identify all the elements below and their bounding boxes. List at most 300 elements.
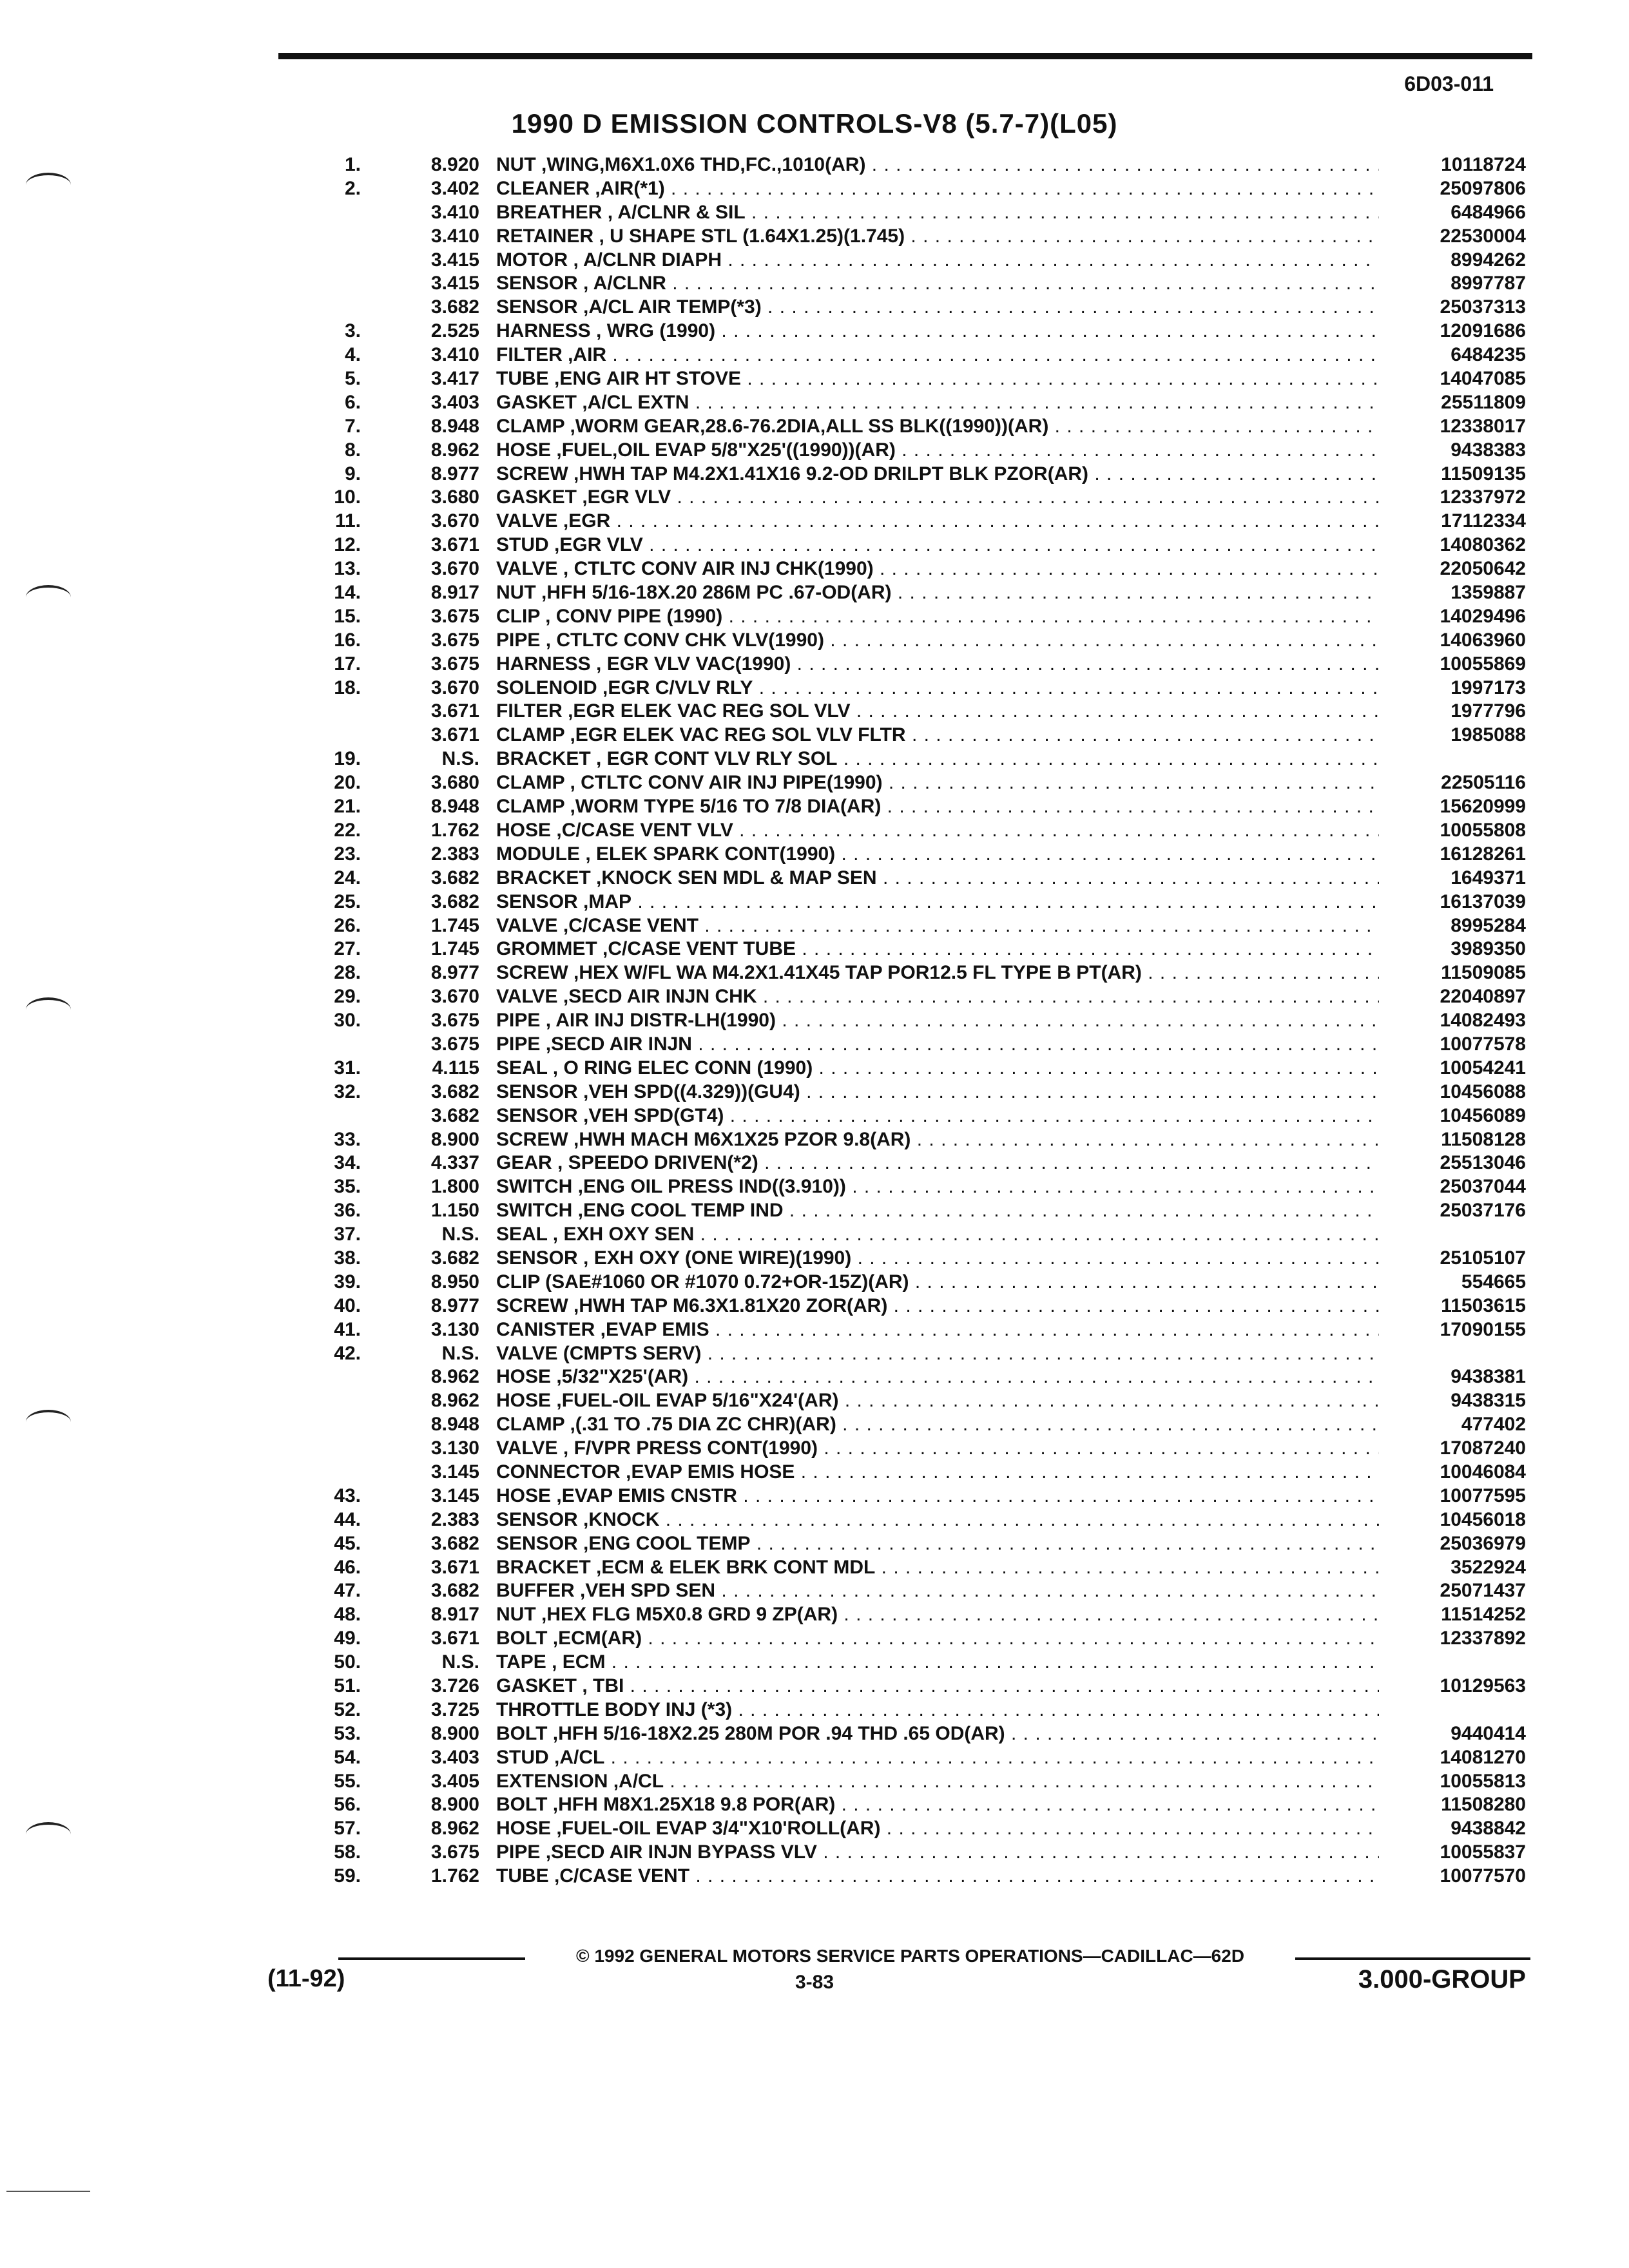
part-description: SEAL , O RING ELEC CONN (1990) . . . bbox=[496, 1057, 1379, 1081]
table-row bbox=[0, 367, 1629, 391]
table-row bbox=[0, 843, 1629, 867]
part-description: SENSOR , A/CLNR . . . bbox=[496, 272, 1379, 296]
part-description: NUT ,HEX FLG M5X0.8 GRD 9 ZP(AR) . . . bbox=[496, 1603, 1379, 1627]
group-number: 4.337 bbox=[430, 1152, 479, 1174]
group-number: N.S. bbox=[441, 1224, 479, 1245]
footer bbox=[0, 1939, 1629, 1997]
table-row bbox=[0, 747, 1629, 771]
part-number: 25037313 bbox=[1440, 296, 1526, 318]
part-number: 25105107 bbox=[1440, 1247, 1526, 1269]
part-description: SCREW ,HWH MACH M6X1X25 PZOR 9.8(AR) . . . bbox=[496, 1128, 1379, 1152]
item-number: 41. bbox=[334, 1318, 361, 1340]
part-number: 9440414 bbox=[1451, 1722, 1526, 1744]
group-number: 8.962 bbox=[430, 1390, 479, 1412]
table-row bbox=[0, 653, 1629, 677]
part-number: 8997787 bbox=[1451, 273, 1526, 294]
part-description: PIPE ,SECD AIR INJN BYPASS VLV . . . bbox=[496, 1841, 1379, 1865]
item-number: 3. bbox=[344, 320, 361, 342]
item-number: 18. bbox=[334, 677, 361, 698]
part-number: 10077570 bbox=[1440, 1865, 1526, 1887]
group-number: N.S. bbox=[441, 748, 479, 770]
group-number: 3.680 bbox=[430, 772, 479, 794]
part-number: 10054241 bbox=[1440, 1057, 1526, 1079]
group-number: 1.762 bbox=[430, 819, 479, 841]
group-number: 3.670 bbox=[430, 558, 479, 580]
group-number: 8.977 bbox=[430, 962, 479, 984]
part-number: 25071437 bbox=[1440, 1580, 1526, 1602]
item-number: 57. bbox=[334, 1818, 361, 1840]
item-number: 20. bbox=[334, 772, 361, 794]
table-row bbox=[0, 1318, 1629, 1342]
table-row bbox=[0, 795, 1629, 819]
page-edge-line bbox=[6, 2191, 90, 2192]
group-number: 8.977 bbox=[430, 463, 479, 485]
table-row bbox=[0, 1865, 1629, 1888]
part-number: 14081270 bbox=[1440, 1746, 1526, 1768]
table-row bbox=[0, 1365, 1629, 1389]
part-number: 1997173 bbox=[1451, 677, 1526, 698]
group-number: 3.725 bbox=[430, 1698, 479, 1720]
part-description: BRACKET ,KNOCK SEN MDL & MAP SEN . . . bbox=[496, 867, 1379, 890]
table-row bbox=[0, 1294, 1629, 1318]
footer-date: (11-92) bbox=[267, 1965, 345, 1992]
item-number: 34. bbox=[334, 1152, 361, 1174]
table-row bbox=[0, 1223, 1629, 1247]
part-number: 9438315 bbox=[1451, 1390, 1526, 1412]
part-description: HOSE ,FUEL-OIL EVAP 3/4"X10'ROLL(AR) . . . bbox=[496, 1817, 1379, 1841]
group-number: 3.415 bbox=[430, 273, 479, 294]
table-row bbox=[0, 1461, 1629, 1485]
group-number: 8.962 bbox=[430, 1366, 479, 1388]
item-number: 33. bbox=[334, 1128, 361, 1150]
group-number: 3.145 bbox=[430, 1485, 479, 1506]
table-row bbox=[0, 1817, 1629, 1841]
table-row bbox=[0, 463, 1629, 486]
item-number: 30. bbox=[334, 1010, 361, 1032]
item-number: 28. bbox=[334, 962, 361, 984]
part-number: 10118724 bbox=[1441, 154, 1526, 175]
table-row bbox=[0, 1389, 1629, 1413]
item-number: 5. bbox=[344, 368, 361, 390]
item-number: 4. bbox=[344, 344, 361, 366]
part-description: VALVE ,SECD AIR INJN CHK . . . bbox=[496, 985, 1379, 1009]
part-description: GEAR , SPEEDO DRIVEN(*2) . . . bbox=[496, 1151, 1379, 1175]
item-number: 9. bbox=[344, 463, 361, 485]
binder-hole-mark bbox=[26, 1410, 71, 1434]
group-number: 3.671 bbox=[430, 534, 479, 556]
part-description: BOLT ,ECM(AR) . . . bbox=[496, 1627, 1379, 1651]
part-description: CANISTER ,EVAP EMIS . . . bbox=[496, 1318, 1379, 1342]
footer-page-number: 3-83 bbox=[795, 1972, 834, 1993]
part-number: 16137039 bbox=[1440, 890, 1526, 912]
part-number: 14082493 bbox=[1440, 1010, 1526, 1032]
part-description: SWITCH ,ENG OIL PRESS IND((3.910)) . . . bbox=[496, 1175, 1379, 1199]
part-description: MOTOR , A/CLNR DIAPH . . . bbox=[496, 249, 1379, 273]
item-number: 19. bbox=[334, 748, 361, 770]
group-number: 3.403 bbox=[430, 1746, 479, 1768]
part-number: 25037176 bbox=[1440, 1200, 1526, 1222]
group-number: 2.383 bbox=[430, 843, 479, 865]
table-row bbox=[0, 1437, 1629, 1461]
part-number: 8995284 bbox=[1451, 914, 1526, 936]
group-number: 2.383 bbox=[430, 1508, 479, 1530]
table-row bbox=[0, 201, 1629, 225]
group-number: 4.115 bbox=[432, 1057, 479, 1079]
item-number: 42. bbox=[334, 1342, 361, 1364]
item-number: 27. bbox=[334, 938, 361, 960]
table-row bbox=[0, 914, 1629, 938]
item-number: 2. bbox=[344, 177, 361, 199]
part-description: THROTTLE BODY INJ (*3) . . . bbox=[496, 1698, 1379, 1722]
item-number: 37. bbox=[334, 1224, 361, 1245]
group-number: 8.900 bbox=[430, 1794, 479, 1816]
part-number: 6484966 bbox=[1451, 201, 1526, 223]
binder-hole-mark bbox=[26, 1822, 71, 1847]
table-row bbox=[0, 1271, 1629, 1294]
binder-hole-mark bbox=[26, 997, 71, 1022]
group-number: 3.682 bbox=[430, 890, 479, 912]
table-row bbox=[0, 1508, 1629, 1532]
part-description: GASKET ,EGR VLV . . . bbox=[496, 486, 1379, 510]
part-number: 14029496 bbox=[1440, 605, 1526, 627]
part-description: STUD ,EGR VLV . . . bbox=[496, 533, 1379, 557]
item-number: 35. bbox=[334, 1176, 361, 1198]
table-row bbox=[0, 1199, 1629, 1223]
table-row bbox=[0, 985, 1629, 1009]
item-number: 31. bbox=[334, 1057, 361, 1079]
part-description: VALVE , CTLTC CONV AIR INJ CHK(1990) . . . bbox=[496, 557, 1379, 581]
part-description: TAPE , ECM . . . bbox=[496, 1651, 1379, 1675]
item-number: 22. bbox=[334, 819, 361, 841]
group-number: 3.405 bbox=[430, 1770, 479, 1792]
part-description: PIPE , AIR INJ DISTR-LH(1990) . . . bbox=[496, 1009, 1379, 1033]
group-number: 3.671 bbox=[430, 1556, 479, 1578]
group-number: 3.130 bbox=[430, 1437, 479, 1459]
part-number: 477402 bbox=[1461, 1414, 1526, 1436]
part-description: SENSOR ,VEH SPD(GT4) . . . bbox=[496, 1104, 1379, 1128]
table-row bbox=[0, 343, 1629, 367]
table-row bbox=[0, 1841, 1629, 1865]
part-number: 10055813 bbox=[1440, 1770, 1526, 1792]
table-row bbox=[0, 700, 1629, 724]
part-description: SENSOR ,ENG COOL TEMP . . . bbox=[496, 1532, 1379, 1556]
item-number: 1. bbox=[344, 154, 361, 175]
part-description: VALVE (CMPTS SERV) . . . bbox=[496, 1342, 1379, 1366]
part-description: CLAMP ,WORM GEAR,28.6-76.2DIA,ALL SS BLK((1990))(AR) . . . bbox=[496, 415, 1379, 439]
item-number: 10. bbox=[334, 486, 361, 508]
part-description: HARNESS , WRG (1990) . . . bbox=[496, 320, 1379, 343]
table-row bbox=[0, 961, 1629, 985]
item-number: 11. bbox=[334, 510, 361, 532]
table-row bbox=[0, 320, 1629, 343]
item-number: 43. bbox=[334, 1485, 361, 1506]
part-number: 12337972 bbox=[1440, 486, 1526, 508]
table-row bbox=[0, 249, 1629, 273]
table-row bbox=[0, 272, 1629, 296]
group-number: 3.682 bbox=[430, 296, 479, 318]
part-number: 8994262 bbox=[1451, 249, 1526, 271]
table-row bbox=[0, 153, 1629, 177]
table-row bbox=[0, 629, 1629, 653]
group-number: 1.745 bbox=[430, 938, 479, 960]
part-description: FILTER ,EGR ELEK VAC REG SOL VLV . . . bbox=[496, 700, 1379, 724]
group-number: 3.682 bbox=[430, 867, 479, 889]
part-description: SENSOR ,MAP . . . bbox=[496, 890, 1379, 914]
item-number: 48. bbox=[334, 1604, 361, 1626]
group-number: 1.762 bbox=[430, 1865, 479, 1887]
part-description: GASKET , TBI . . . bbox=[496, 1675, 1379, 1698]
part-description: PIPE , CTLTC CONV CHK VLV(1990) . . . bbox=[496, 629, 1379, 653]
group-number: 3.675 bbox=[430, 653, 479, 675]
part-number: 9438381 bbox=[1451, 1366, 1526, 1388]
part-number: 25511809 bbox=[1441, 391, 1526, 413]
part-number: 11509135 bbox=[1441, 463, 1526, 485]
footer-rule-left bbox=[338, 1957, 525, 1960]
table-row bbox=[0, 867, 1629, 890]
table-row bbox=[0, 1770, 1629, 1794]
group-number: 8.948 bbox=[430, 1414, 479, 1436]
part-description: CLAMP , CTLTC CONV AIR INJ PIPE(1990) . . . bbox=[496, 771, 1379, 795]
part-description: SENSOR ,A/CL AIR TEMP(*3) . . . bbox=[496, 296, 1379, 320]
table-row bbox=[0, 1128, 1629, 1152]
group-number: 3.415 bbox=[430, 249, 479, 271]
item-number: 40. bbox=[334, 1294, 361, 1316]
part-description: CLAMP ,(.31 TO .75 DIA ZC CHR)(AR) . . . bbox=[496, 1413, 1379, 1437]
table-row bbox=[0, 1556, 1629, 1580]
item-number: 36. bbox=[334, 1200, 361, 1222]
footer-copyright: © 1992 GENERAL MOTORS SERVICE PARTS OPERATIONS—CADILLAC—62D bbox=[575, 1946, 1245, 1966]
group-number: 3.682 bbox=[430, 1104, 479, 1126]
part-description: RETAINER , U SHAPE STL (1.64X1.25)(1.745) . . . bbox=[496, 225, 1379, 249]
group-number: 3.675 bbox=[430, 605, 479, 627]
part-number: 25036979 bbox=[1440, 1532, 1526, 1554]
part-description: BREATHER , A/CLNR & SIL . . . bbox=[496, 201, 1379, 225]
group-number: 3.682 bbox=[430, 1081, 479, 1102]
item-number: 59. bbox=[334, 1865, 361, 1887]
table-row bbox=[0, 819, 1629, 843]
part-number: 10055869 bbox=[1440, 653, 1526, 675]
item-number: 39. bbox=[334, 1271, 361, 1293]
group-number: 3.726 bbox=[430, 1675, 479, 1696]
part-number: 15620999 bbox=[1440, 796, 1526, 818]
part-description: HOSE ,EVAP EMIS CNSTR . . . bbox=[496, 1485, 1379, 1508]
group-number: 3.682 bbox=[430, 1580, 479, 1602]
footer-rule-right bbox=[1295, 1957, 1530, 1960]
group-number: 3.671 bbox=[430, 700, 479, 722]
part-number: 12337892 bbox=[1440, 1628, 1526, 1649]
item-number: 54. bbox=[334, 1746, 361, 1768]
part-description: VALVE , F/VPR PRESS CONT(1990) . . . bbox=[496, 1437, 1379, 1461]
table-row bbox=[0, 1627, 1629, 1651]
table-row bbox=[0, 1009, 1629, 1033]
group-number: 8.962 bbox=[430, 439, 479, 461]
table-row bbox=[0, 1342, 1629, 1366]
item-number: 58. bbox=[334, 1841, 361, 1863]
part-number: 9438383 bbox=[1451, 439, 1526, 461]
group-number: 8.977 bbox=[430, 1294, 479, 1316]
item-number: 7. bbox=[344, 415, 361, 437]
part-number: 11509085 bbox=[1441, 962, 1526, 984]
part-number: 1985088 bbox=[1451, 724, 1526, 746]
part-description: VALVE ,C/CASE VENT . . . bbox=[496, 914, 1379, 938]
item-number: 53. bbox=[334, 1722, 361, 1744]
part-number: 22530004 bbox=[1440, 225, 1526, 247]
part-number: 25037044 bbox=[1440, 1176, 1526, 1198]
table-row bbox=[0, 1698, 1629, 1722]
part-number: 17090155 bbox=[1440, 1318, 1526, 1340]
part-description: VALVE ,EGR . . . bbox=[496, 510, 1379, 533]
part-number: 3522924 bbox=[1451, 1556, 1526, 1578]
part-description: SCREW ,HEX W/FL WA M4.2X1.41X45 TAP POR12.5 FL TYPE B PT(AR) . . . bbox=[496, 961, 1379, 985]
table-row bbox=[0, 1532, 1629, 1556]
part-description: HOSE ,C/CASE VENT VLV . . . bbox=[496, 819, 1379, 843]
item-number: 15. bbox=[334, 605, 361, 627]
item-number: 47. bbox=[334, 1580, 361, 1602]
part-description: BRACKET , EGR CONT VLV RLY SOL . . . bbox=[496, 747, 1379, 771]
part-description: NUT ,WING,M6X1.0X6 THD,FC.,1010(AR) . . . bbox=[496, 153, 1379, 177]
item-number: 17. bbox=[334, 653, 361, 675]
table-row bbox=[0, 1081, 1629, 1104]
group-number: 3.403 bbox=[430, 391, 479, 413]
group-number: 3.402 bbox=[430, 177, 479, 199]
table-row bbox=[0, 581, 1629, 605]
table-row bbox=[0, 724, 1629, 747]
part-description: SENSOR ,KNOCK . . . bbox=[496, 1508, 1379, 1532]
group-number: 1.800 bbox=[430, 1176, 479, 1198]
footer-group: 3.000-GROUP bbox=[1358, 1965, 1526, 1994]
group-number: 3.682 bbox=[430, 1247, 479, 1269]
part-description: PIPE ,SECD AIR INJN . . . bbox=[496, 1033, 1379, 1057]
item-number: 21. bbox=[334, 796, 361, 818]
part-number: 11514252 bbox=[1441, 1604, 1526, 1626]
part-description: SEAL , EXH OXY SEN . . . bbox=[496, 1223, 1379, 1247]
table-row bbox=[0, 225, 1629, 249]
item-number: 29. bbox=[334, 986, 361, 1008]
part-number: 14063960 bbox=[1440, 629, 1526, 651]
table-row bbox=[0, 177, 1629, 201]
table-row bbox=[0, 533, 1629, 557]
part-description: TUBE ,ENG AIR HT STOVE . . . bbox=[496, 367, 1379, 391]
group-number: 3.675 bbox=[430, 1841, 479, 1863]
group-number: 3.675 bbox=[430, 1033, 479, 1055]
group-number: N.S. bbox=[441, 1342, 479, 1364]
table-row bbox=[0, 1057, 1629, 1081]
group-number: 3.410 bbox=[430, 344, 479, 366]
group-number: 3.670 bbox=[430, 677, 479, 698]
group-number: 8.900 bbox=[430, 1128, 479, 1150]
table-row bbox=[0, 557, 1629, 581]
part-number: 22050642 bbox=[1440, 558, 1526, 580]
part-description: CLEANER ,AIR(*1) . . . bbox=[496, 177, 1379, 201]
table-row bbox=[0, 677, 1629, 700]
group-number: 3.675 bbox=[430, 1010, 479, 1032]
table-row bbox=[0, 1746, 1629, 1770]
part-description: BOLT ,HFH M8X1.25X18 9.8 POR(AR) . . . bbox=[496, 1793, 1379, 1817]
group-number: 3.670 bbox=[430, 986, 479, 1008]
part-number: 10055837 bbox=[1440, 1841, 1526, 1863]
item-number: 6. bbox=[344, 391, 361, 413]
table-row bbox=[0, 486, 1629, 510]
item-number: 8. bbox=[344, 439, 361, 461]
item-number: 12. bbox=[334, 534, 361, 556]
part-number: 25513046 bbox=[1440, 1152, 1526, 1174]
table-row bbox=[0, 1413, 1629, 1437]
table-row bbox=[0, 1033, 1629, 1057]
part-description: MODULE , ELEK SPARK CONT(1990) . . . bbox=[496, 843, 1379, 867]
part-description: HOSE ,FUEL-OIL EVAP 5/16"X24'(AR) . . . bbox=[496, 1389, 1379, 1413]
part-number: 14047085 bbox=[1440, 368, 1526, 390]
table-row bbox=[0, 1247, 1629, 1271]
table-row bbox=[0, 1793, 1629, 1817]
part-description: GASKET ,A/CL EXTN . . . bbox=[496, 391, 1379, 415]
group-number: 8.948 bbox=[430, 796, 479, 818]
table-row bbox=[0, 1104, 1629, 1128]
part-description: EXTENSION ,A/CL . . . bbox=[496, 1770, 1379, 1794]
group-number: N.S. bbox=[441, 1651, 479, 1673]
table-row bbox=[0, 605, 1629, 629]
table-row bbox=[0, 1675, 1629, 1698]
table-row bbox=[0, 771, 1629, 795]
group-number: 8.948 bbox=[430, 415, 479, 437]
table-row bbox=[0, 391, 1629, 415]
table-row bbox=[0, 1151, 1629, 1175]
table-row bbox=[0, 510, 1629, 533]
part-description: CLAMP ,WORM TYPE 5/16 TO 7/8 DIA(AR) . . . bbox=[496, 795, 1379, 819]
item-number: 32. bbox=[334, 1081, 361, 1102]
page-title: 1990 D EMISSION CONTROLS-V8 (5.7-7)(L05) bbox=[511, 108, 1118, 139]
part-description: SWITCH ,ENG COOL TEMP IND . . . bbox=[496, 1199, 1379, 1223]
part-number: 22040897 bbox=[1440, 986, 1526, 1008]
part-description: NUT ,HFH 5/16-18X.20 286M PC .67-OD(AR) . . . bbox=[496, 581, 1379, 605]
group-number: 3.130 bbox=[430, 1318, 479, 1340]
group-number: 8.920 bbox=[430, 154, 479, 175]
part-number: 10456018 bbox=[1440, 1508, 1526, 1530]
part-number: 12091686 bbox=[1440, 320, 1526, 342]
item-number: 52. bbox=[334, 1698, 361, 1720]
part-number: 6484235 bbox=[1451, 344, 1526, 366]
group-number: 3.671 bbox=[430, 1628, 479, 1649]
group-number: 3.410 bbox=[430, 201, 479, 223]
item-number: 49. bbox=[334, 1628, 361, 1649]
part-number: 10129563 bbox=[1440, 1675, 1526, 1696]
group-number: 3.145 bbox=[430, 1461, 479, 1483]
table-row bbox=[0, 1579, 1629, 1603]
part-description: STUD ,A/CL . . . bbox=[496, 1746, 1379, 1770]
part-description: SENSOR , EXH OXY (ONE WIRE)(1990) . . . bbox=[496, 1247, 1379, 1271]
table-row bbox=[0, 1722, 1629, 1746]
item-number: 46. bbox=[334, 1556, 361, 1578]
part-number: 1359887 bbox=[1451, 582, 1526, 604]
table-row bbox=[0, 1485, 1629, 1508]
part-number: 10077578 bbox=[1440, 1033, 1526, 1055]
part-description: SOLENOID ,EGR C/VLV RLY . . . bbox=[496, 677, 1379, 700]
table-row bbox=[0, 1175, 1629, 1199]
table-row bbox=[0, 296, 1629, 320]
part-description: FILTER ,AIR . . . bbox=[496, 343, 1379, 367]
part-number: 16128261 bbox=[1440, 843, 1526, 865]
item-number: 26. bbox=[334, 914, 361, 936]
table-row bbox=[0, 937, 1629, 961]
part-description: BUFFER ,VEH SPD SEN . . . bbox=[496, 1579, 1379, 1603]
part-description: CLIP (SAE#1060 OR #1070 0.72+OR-15Z)(AR) . . . bbox=[496, 1271, 1379, 1294]
binder-hole-mark bbox=[26, 585, 71, 610]
part-number: 10456088 bbox=[1440, 1081, 1526, 1102]
part-number: 11508280 bbox=[1441, 1794, 1526, 1816]
item-number: 24. bbox=[334, 867, 361, 889]
part-number: 10046084 bbox=[1440, 1461, 1526, 1483]
part-number: 3989350 bbox=[1451, 938, 1526, 960]
group-number: 8.917 bbox=[430, 1604, 479, 1626]
